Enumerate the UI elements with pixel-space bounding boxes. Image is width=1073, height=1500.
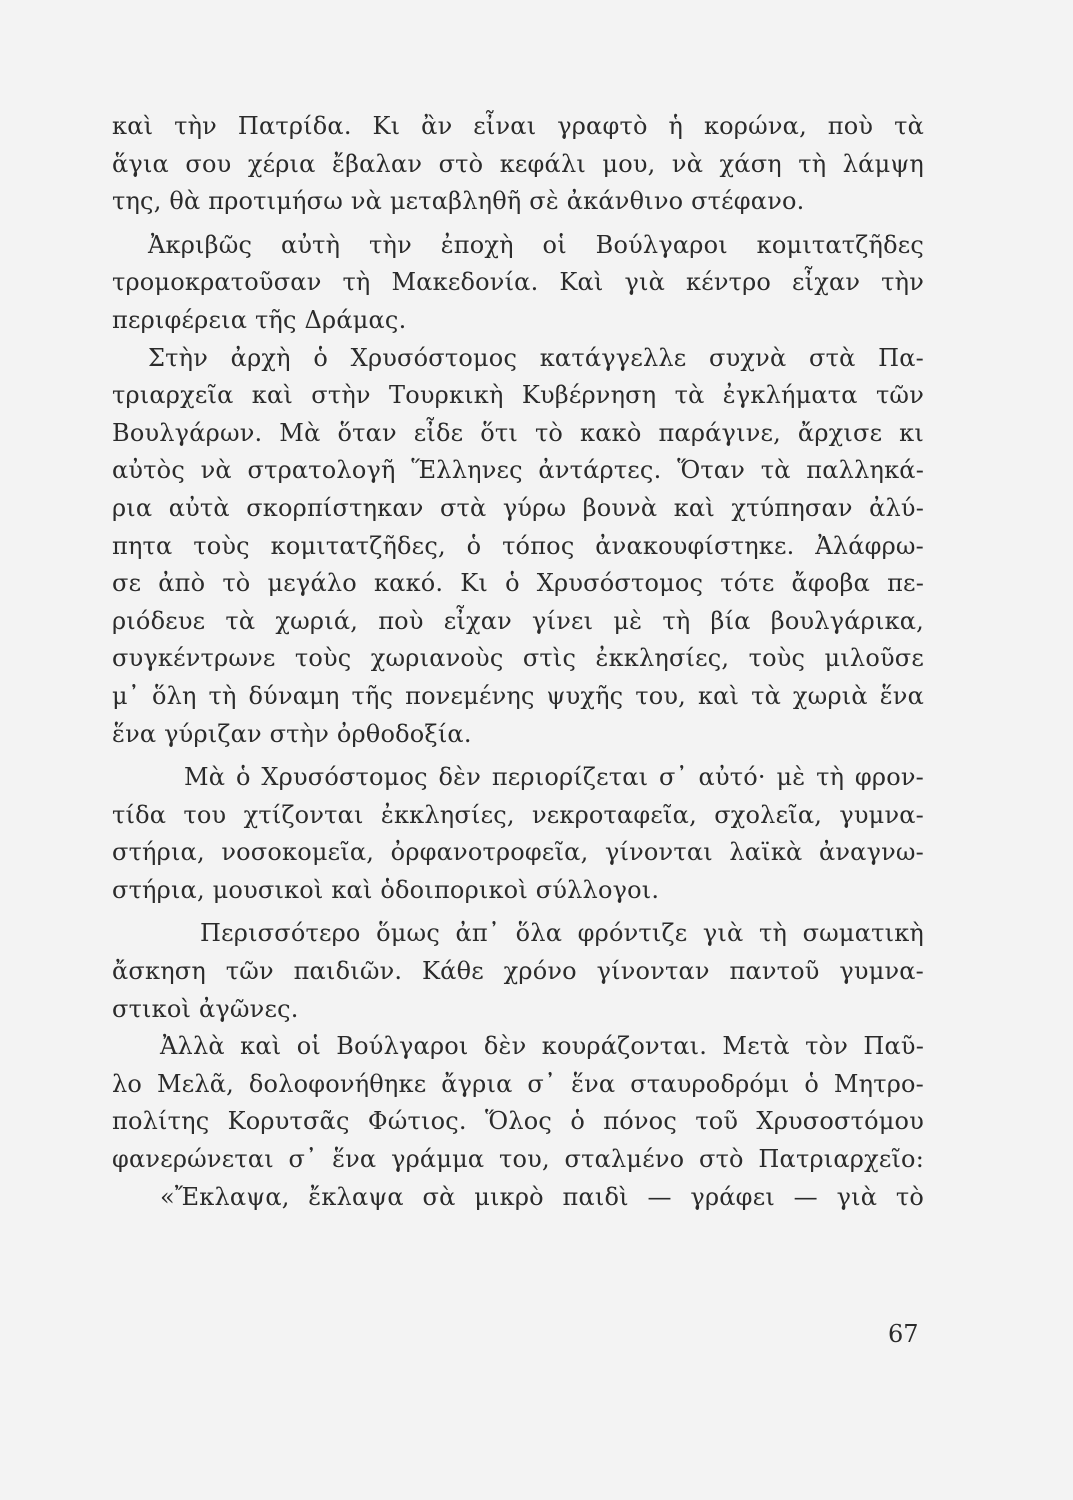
text-line: πητα τοὺς κομιτατζῆδες, ὁ τόπος ἀνακουφίστηκε. Ἀλάφρω- <box>112 531 924 560</box>
text-line: στικοὶ ἀγῶνες. <box>112 994 299 1023</box>
text-line: στήρια, μουσικοὶ καὶ ὁδοιπορικοὶ σύλλογοι. <box>112 875 660 904</box>
text-line: ἕνα γύριζαν στὴν ὀρθοδοξία. <box>112 719 472 748</box>
text-line: «Ἔκλαψα, ἔκλαψα σὰ μικρὸ παιδὶ — γράφει — γιὰ τὸ <box>160 1182 924 1211</box>
text-line: σε ἀπὸ τὸ μεγάλο κακό. Κι ὁ Χρυσόστομος τότε ἄφοβα πε- <box>112 569 924 598</box>
text-line: Ἀλλὰ καὶ οἱ Βούλγαροι δὲν κουράζονται. Μετὰ τὸν Παῦ- <box>160 1032 924 1061</box>
text-line: Περισσότερο ὅμως ἀπ᾽ ὅλα φρόντιζε γιὰ τὴ σωματικὴ <box>200 919 924 948</box>
text-line: ριόδευε τὰ χωριά, ποὺ εἶχαν γίνει μὲ τὴ βία βουλγάρικα, <box>112 606 924 635</box>
text-line: τρομοκρατοῦσαν τὴ Μακεδονία. Καὶ γιὰ κέντρο εἶχαν τὴν <box>112 268 924 297</box>
text-line: Μὰ ὁ Χρυσόστομος δὲν περιορίζεται σ᾽ αὐτό· μὲ τὴ φρον- <box>184 763 924 792</box>
text-line: καὶ τὴν Πατρίδα. Κι ἂν εἶναι γραφτὸ ἡ κορώνα, ποὺ τὰ <box>112 112 924 140</box>
text-line: πολίτης Κορυτσᾶς Φώτιος. Ὅλος ὁ πόνος τοῦ Χρυσοστόμου <box>112 1107 924 1136</box>
text-line: αὐτὸς νὰ στρατολογῆ Ἕλληνες ἀντάρτες. Ὅταν τὰ παλληκά- <box>112 456 924 485</box>
page-number: 67 <box>888 1320 919 1348</box>
text-line: στήρια, νοσοκομεῖα, ὀρφανοτροφεῖα, γίνονται λαϊκὰ ἀναγνω- <box>112 838 924 867</box>
text-line: ρια αὐτὰ σκορπίστηκαν στὰ γύρω βουνὰ καὶ χτύπησαν ἀλύ- <box>112 493 924 522</box>
text-line: λο Μελᾶ, δολοφονήθηκε ἄγρια σ᾽ ἕνα σταυροδρόμι ὁ Μητρο- <box>112 1069 924 1098</box>
text-line: της, θὰ προτιμήσω νὰ μεταβληθῆ σὲ ἀκάνθινο στέφανο. <box>112 187 805 216</box>
text-line: Στὴν ἀρχὴ ὁ Χρυσόστομος κατάγγελλε συχνὰ στὰ Πα- <box>148 343 924 372</box>
text-line: συγκέντρωνε τοὺς χωριανοὺς στὶς ἐκκλησίες, τοὺς μιλοῦσε <box>112 644 924 673</box>
text-line: ἄσκηση τῶν παιδιῶν. Κάθε χρόνο γίνονταν παντοῦ γυμνα- <box>112 957 924 986</box>
text-line: περιφέρεια τῆς Δράμας. <box>112 305 407 334</box>
text-line: τίδα του χτίζονται ἐκκλησίες, νεκροταφεῖα, σχολεῖα, γυμνα- <box>112 800 924 829</box>
text-line: φανερώνεται σ᾽ ἕνα γράμμα του, σταλμένο στὸ Πατριαρχεῖο: <box>112 1145 924 1174</box>
text-line: Ἀκριβῶς αὐτὴ τὴν ἐποχὴ οἱ Βούλγαροι κομιτατζῆδες <box>148 230 924 259</box>
body-text <box>112 108 924 1216</box>
text-line: ἅγια σου χέρια ἔβαλαν στὸ κεφάλι μου, νὰ χάση τὴ λάμψη <box>112 149 924 178</box>
text-line: μ᾽ ὅλη τὴ δύναμη τῆς πονεμένης ψυχῆς του, καὶ τὰ χωριὰ ἕνα <box>112 681 924 710</box>
text-line: Βουλγάρων. Μὰ ὅταν εἶδε ὅτι τὸ κακὸ παράγινε, ἄρχισε κι <box>112 418 924 447</box>
text-line: τριαρχεῖα καὶ στὴν Τουρκικὴ Κυβέρνηση τὰ ἐγκλήματα τῶν <box>112 381 924 410</box>
